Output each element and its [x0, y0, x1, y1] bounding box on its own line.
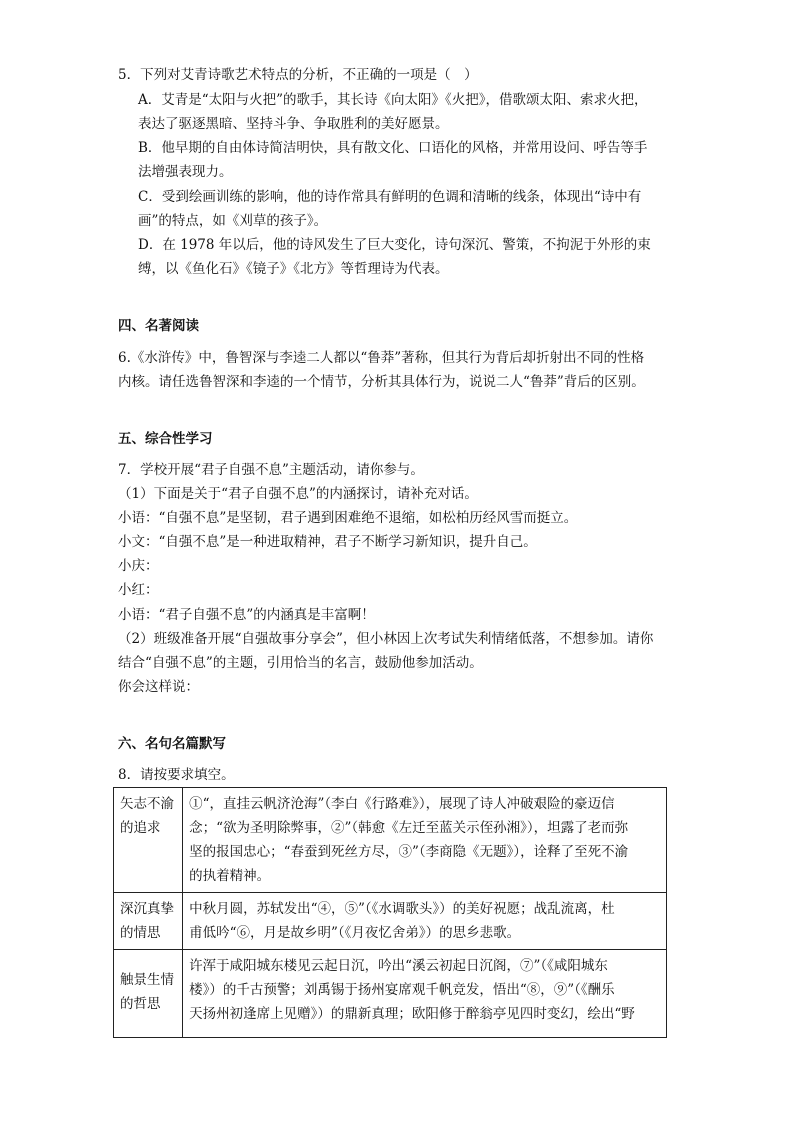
q8-stem: 8．请按要求填空。 [118, 767, 235, 783]
content-cell [183, 788, 667, 893]
content-line: 坚的报国忠心；“春蚕到死丝方尽，③”（李商隐《无题》），诠释了至死不渝 [189, 844, 629, 860]
q5-stem: 5．下列对艾青诗歌艺术特点的分析，不正确的一项是（ ） [118, 67, 478, 83]
content-line: 的执着精神。 [189, 868, 271, 884]
q5-option-a-line1: A．艾青是“太阳与火把”的歌手，其长诗《向太阳》《火把》，借歌颂太阳、索求火把， [138, 92, 648, 108]
table-row [114, 950, 667, 1038]
category-line: 的哲思 [120, 996, 161, 1012]
category-cell [114, 788, 183, 893]
q5-option-c-line1: C．受到绘画训练的影响，他的诗作常具有鲜明的色调和清晰的线条，体现出“诗中有 [138, 189, 642, 205]
fill-in-table [113, 787, 667, 1038]
q5-option-d-line1: D．在 1978 年以后，他的诗风发生了巨大变化，诗句深沉、警策，不拘泥于外形的束 [138, 237, 651, 253]
dialog-xiaowen: 小文：“自强不息”是一种进取精神，君子不断学习新知识，提升自己。 [118, 534, 537, 550]
answer-prompt: 你会这样说： [118, 679, 199, 695]
q6-line2: 内核。请任选鲁智深和李逵的一个情节，分析其具体行为，说说二人“鲁莽”背后的区别。 [118, 374, 645, 390]
content-cell [183, 893, 667, 950]
q5-option-d-line2: 缚，以《鱼化石》《镜子》《北方》等哲理诗为代表。 [138, 261, 449, 277]
q7-part2-line1: （2）班级准备开展“自强故事分享会”，但小林因上次考试失利情绪低落，不想参加。请你 [118, 631, 654, 647]
q7-part1: （1）下面是关于“君子自强不息”的内涵探讨，请补充对话。 [118, 486, 478, 502]
content-cell [183, 950, 667, 1038]
category-line: 矢志不渝 [120, 796, 174, 812]
dialog-xiaohong: 小红： [118, 582, 159, 598]
dialog-xiaoyu: 小语：“自强不息”是坚韧，君子遇到困难绝不退缩，如松柏历经风雪而挺立。 [118, 510, 578, 526]
category-line: 的追求 [120, 820, 161, 836]
category-line: 的情思 [120, 925, 161, 941]
table-row [114, 788, 667, 893]
q7-stem: 7．学校开展“君子自强不息”主题活动，请你参与。 [118, 462, 424, 478]
category-line: 触景生情 [120, 972, 174, 988]
section-6-title: 六、名句名篇默写 [118, 736, 226, 752]
content-line: ①“，直挂云帆济沧海”（李白《行路难》），展现了诗人冲破艰险的豪迈信 [189, 796, 615, 812]
section-5-title: 五、综合性学习 [118, 431, 213, 447]
content-line: 楼》）的千古预警；刘禹锡于扬州宴席观千帆竞发，悟出“⑧，⑨”（《酬乐 [189, 982, 615, 998]
content-line: 中秋月圆，苏轼发出“④，⑤”（《水调歌头》）的美好祝愿；战乱流离，杜 [189, 901, 615, 917]
q7-part2-line2: 结合“自强不息”的主题，引用恰当的名言，鼓励他参加活动。 [118, 655, 483, 671]
dialog-xiaoqing: 小庆： [118, 558, 159, 574]
category-line: 深沉真挚 [120, 901, 174, 917]
category-cell [114, 950, 183, 1038]
content-line: 甫低吟“⑥，月是故乡明”（《月夜忆舍弟》）的思乡悲歌。 [189, 925, 521, 941]
q5-option-a-line2: 表达了驱逐黑暗、坚持斗争、争取胜利的美好愿景。 [138, 116, 449, 132]
q5-option-b-line2: 法增强表现力。 [138, 164, 233, 180]
q6-line1: 6.《水浒传》中，鲁智深与李逵二人都以“鲁莽”著称，但其行为背后却折射出不同的性格 [118, 350, 645, 366]
section-4-title: 四、名著阅读 [118, 318, 199, 334]
content-line: 许浑于咸阳城东楼见云起日沉，吟出“溪云初起日沉阁，⑦”（《咸阳城东 [189, 958, 608, 974]
category-cell [114, 893, 183, 950]
content-line: 天扬州初逢席上见赠》）的鼎新真理；欧阳修于醉翁亭见四时变幻，绘出“野 [189, 1006, 635, 1022]
q5-option-c-line2: 画”的特点，如《刈草的孩子》。 [138, 213, 328, 229]
table-row [114, 893, 667, 950]
q5-option-b-line1: B．他早期的自由体诗简洁明快，具有散文化、口语化的风格，并常用设问、呼告等手 [138, 140, 648, 156]
content-line: 念；“欲为圣明除弊事，②”（韩愈《左迁至蓝关示侄孙湘》），坦露了老而弥 [189, 820, 629, 836]
dialog-xiaoyu-2: 小语：“君子自强不息”的内涵真是丰富啊！ [118, 607, 375, 623]
